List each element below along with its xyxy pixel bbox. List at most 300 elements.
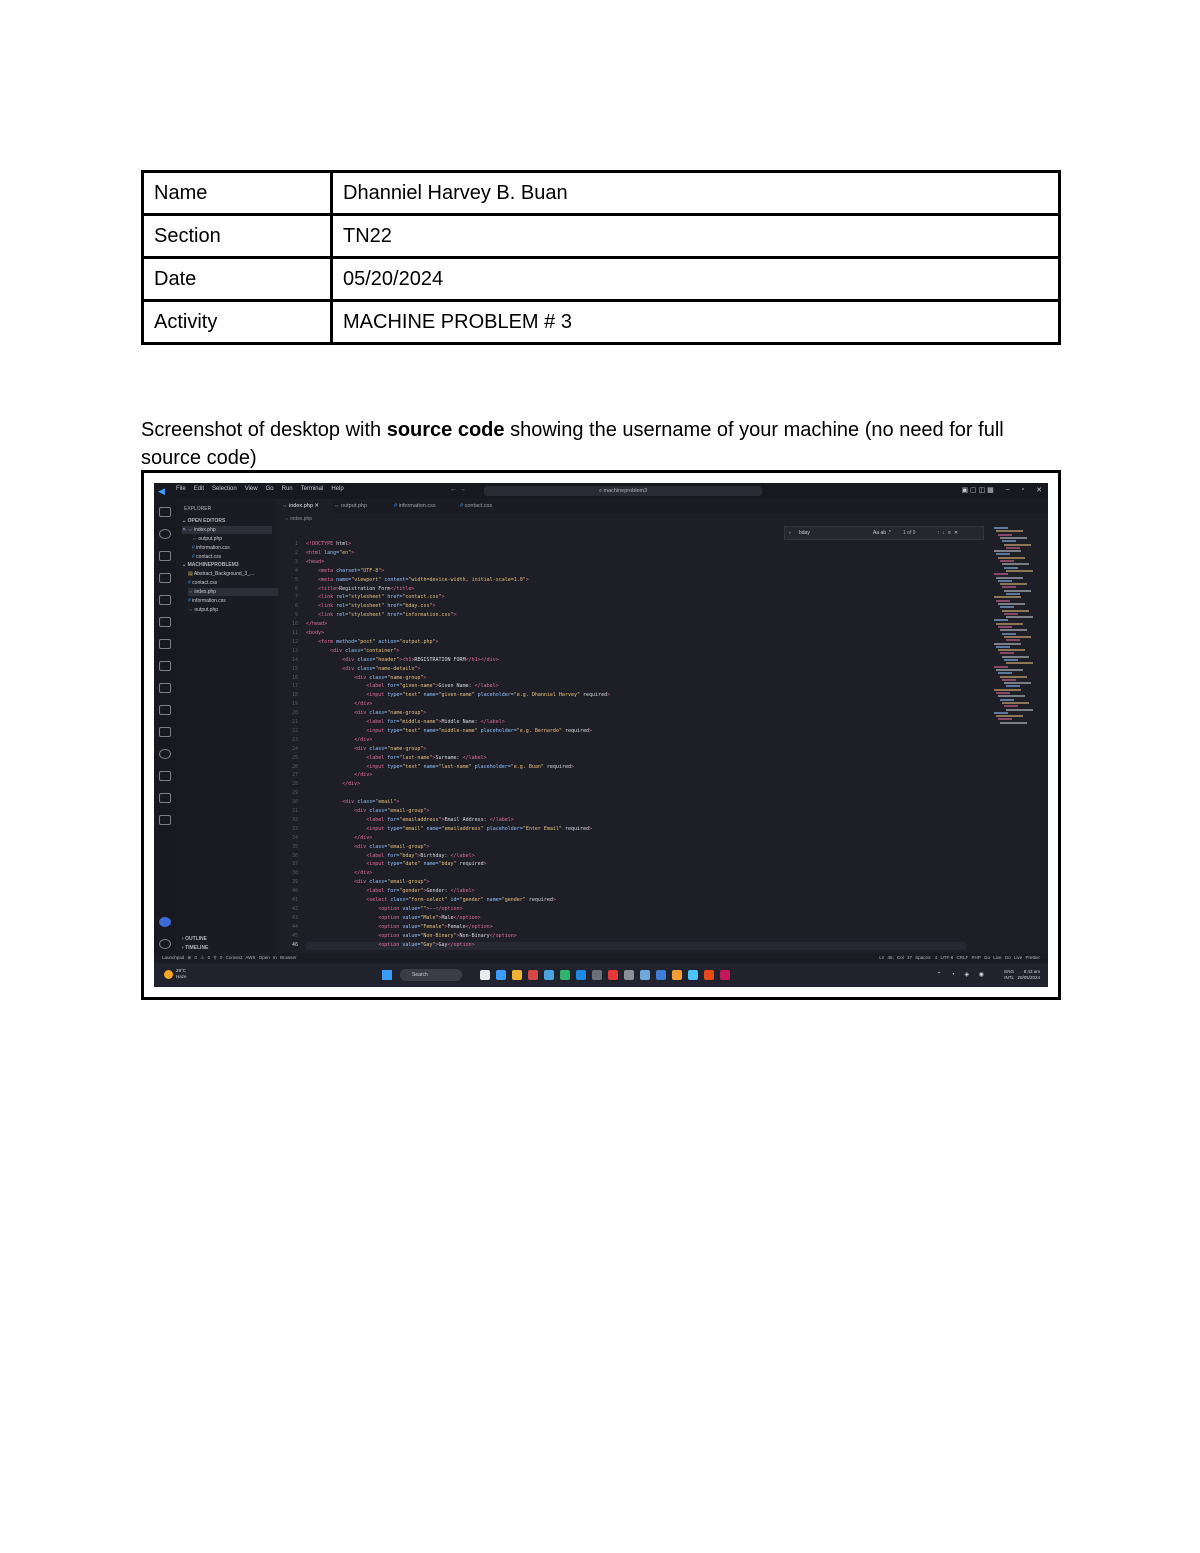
- windows-start-icon[interactable]: [382, 970, 392, 980]
- minimap-line: [998, 557, 1025, 559]
- file-name: index.php: [193, 527, 216, 533]
- code-line: <input type="text" name="last-name" placeholder="e.g. Buan" required>: [366, 763, 574, 770]
- minimap-line: [1004, 613, 1018, 615]
- code-line: </div>: [354, 834, 373, 841]
- code-line: <input type="email" name="emailaddress" placeholder="Enter Email" required>: [366, 825, 593, 832]
- vscode-logo-icon: ◀: [158, 486, 165, 496]
- code-line: </div>: [354, 736, 373, 743]
- info-label: Activity: [143, 301, 332, 344]
- file-name: Abstract_Background_3_...: [193, 571, 255, 577]
- line-number: 20: [291, 710, 298, 717]
- minimap-line: [1004, 544, 1031, 546]
- minimap-line: [1000, 676, 1027, 678]
- maximize-icon[interactable]: ▫: [1021, 486, 1025, 493]
- minimap-line: [996, 715, 1023, 717]
- line-number: 28: [291, 781, 298, 788]
- minimap-line: [1006, 616, 1033, 618]
- find-nav-icon[interactable]: ↑↓≡✕: [937, 530, 962, 536]
- outline-header[interactable]: › OUTLINE: [182, 936, 208, 942]
- testing-icon[interactable]: [159, 639, 171, 649]
- minimap-line: [1002, 540, 1016, 542]
- editor-tab[interactable]: [276, 499, 332, 513]
- folder-label: MACHINEPROBLEM3: [187, 562, 239, 568]
- line-number: 17: [291, 683, 298, 690]
- caption: [141, 416, 1061, 472]
- find-widget: [784, 526, 984, 540]
- line-number: 43: [291, 914, 298, 921]
- docker-icon[interactable]: [159, 661, 171, 671]
- file-name: output.php: [194, 607, 219, 613]
- minimap-line: [1000, 606, 1014, 608]
- account-icon[interactable]: [159, 917, 171, 927]
- windows-taskbar: [154, 963, 1048, 987]
- code-line: <form method="post" action="output.php">: [318, 638, 439, 645]
- info-value: Dhanniel Harvey B. Buan: [332, 172, 1060, 215]
- code-line: <div class="email-group">: [354, 808, 430, 814]
- weather-widget[interactable]: [164, 968, 187, 980]
- minimap-line: [994, 666, 1008, 668]
- line-number: 25: [291, 754, 298, 761]
- code-line: <meta name="viewport" content="width=device-width, initial-scale=1.0">: [318, 576, 529, 583]
- minimap-line: [1000, 699, 1014, 701]
- line-number: 27: [291, 772, 298, 779]
- code-line: </div>: [354, 870, 373, 877]
- line-number: 37: [291, 861, 298, 868]
- tray-icons[interactable]: ⌃ ◔ ◈ ◉: [936, 972, 988, 978]
- line-number: 6: [294, 585, 298, 592]
- minimap-line: [1000, 583, 1027, 585]
- minimap-line: [1000, 652, 1014, 654]
- minimap-line: [994, 573, 1008, 575]
- code-line: <option value="Non-Binary">Non-Binary</option>: [378, 932, 517, 939]
- code-line: <div class="header"><h1>REGISTRATION FORM</h1></div>: [342, 656, 499, 663]
- info-table: [141, 170, 1061, 345]
- command-center-label: machineproblem3: [603, 488, 648, 494]
- status-left[interactable]: Launchpad ⊗ 0 ⚠ 0 ⚲ 0 Connect AWS Open In Browser: [162, 955, 297, 960]
- minimap-line: [998, 649, 1025, 651]
- minimap-line: [1002, 702, 1029, 704]
- taskbar-app-icon[interactable]: [640, 970, 650, 980]
- status-bar: [154, 953, 1048, 963]
- minimap-line: [1002, 586, 1016, 588]
- file-icon: #: [460, 503, 465, 509]
- server-icon[interactable]: [159, 705, 171, 715]
- find-count: 1 of 9: [903, 530, 916, 536]
- minimap-line: [996, 577, 1023, 579]
- weather-sun-icon: [164, 970, 173, 979]
- line-number: 9: [294, 612, 298, 619]
- code-line: <option value="Female">Female</option>: [378, 923, 493, 930]
- line-number: 1: [294, 541, 298, 547]
- minimap-line: [996, 530, 1023, 532]
- timeline-label: TIMELINE: [185, 945, 209, 951]
- line-number: 7: [294, 594, 298, 601]
- file-icon: #: [394, 503, 399, 509]
- info-value: 05/20/2024: [332, 258, 1060, 301]
- layout-icon[interactable]: ▣ ▢ ◫ ▦: [961, 487, 994, 494]
- editor-tab[interactable]: [388, 499, 456, 513]
- code-line: <div class="container">: [330, 647, 400, 654]
- file-icon: ▤: [188, 571, 194, 577]
- find-options-icon[interactable]: Aa ab .*: [873, 530, 891, 536]
- minimize-icon[interactable]: –: [1005, 486, 1010, 493]
- code-line: <input type="text" name="given-name" placeholder="e.g. Dhanniel Harvey" required>: [366, 692, 611, 699]
- line-number: 3: [294, 558, 298, 565]
- title-bar: [154, 483, 1048, 499]
- file-icon: #: [188, 580, 193, 586]
- menu-item[interactable]: File: [176, 486, 186, 492]
- line-number: 22: [291, 727, 298, 734]
- minimap-line: [1006, 547, 1020, 549]
- file-name: output.php: [198, 536, 223, 542]
- minimap-line: [994, 619, 1008, 621]
- minimap-line: [1002, 610, 1029, 612]
- minimap-line: [996, 623, 1023, 625]
- taskbar-search[interactable]: [400, 969, 462, 981]
- code-line: <link rel="stylesheet" href="information.css">: [318, 612, 457, 619]
- file-icon: ⇔: [188, 589, 195, 595]
- code-line: <link rel="stylesheet" href="bday.css">: [318, 603, 436, 610]
- timeline-header[interactable]: › TIMELINE: [182, 945, 209, 951]
- minimap-line: [996, 600, 1010, 602]
- source-control-icon[interactable]: [159, 551, 171, 561]
- minimap-line: [998, 672, 1012, 674]
- file-name: index.php: [194, 589, 217, 595]
- line-number: 12: [291, 638, 298, 645]
- open-editor-item[interactable]: [192, 544, 230, 552]
- code-line: <label for="emailaddress">Email Address: </label>: [366, 816, 514, 823]
- taskbar-app-icon[interactable]: [688, 970, 698, 980]
- code-line: <!DOCTYPE html>: [306, 541, 352, 547]
- code-line: <html lang="en">: [306, 549, 355, 556]
- minimap-line: [1002, 679, 1016, 681]
- editor-tab[interactable]: [454, 499, 516, 513]
- info-row: [143, 215, 1060, 258]
- open-editors-label: OPEN EDITORS: [187, 518, 226, 524]
- code-line: <option value="Gay">Gay</option>: [378, 941, 475, 948]
- minimap-line: [998, 580, 1012, 582]
- file-name: contact.css: [196, 554, 222, 560]
- tab-label: output.php: [341, 503, 368, 509]
- outline-label: OUTLINE: [185, 936, 208, 942]
- minimap-line: [1004, 659, 1018, 661]
- info-value: MACHINE PROBLEM # 3: [332, 301, 1060, 344]
- minimap-line: [1004, 705, 1018, 707]
- code-line: <div class="email-group">: [354, 879, 430, 886]
- lang-line2: INTL: [1004, 975, 1014, 980]
- menu-item[interactable]: View: [244, 486, 258, 492]
- code-line: <option value="Male">Male</option>: [378, 914, 481, 921]
- info-row: [143, 301, 1060, 344]
- extensions-icon[interactable]: [159, 595, 171, 605]
- remote-icon[interactable]: [159, 617, 171, 627]
- folder-header[interactable]: ⌄ MACHINEPROBLEM3: [182, 562, 239, 568]
- info-row: [143, 172, 1060, 215]
- file-icon: ⇔: [282, 503, 290, 509]
- file-icon: ⇔: [192, 536, 199, 542]
- menu-item[interactable]: Terminal: [300, 486, 324, 492]
- explorer-sidebar: [176, 499, 276, 953]
- line-number: 18: [291, 692, 298, 699]
- explorer-icon[interactable]: [159, 507, 171, 517]
- open-editor-item[interactable]: [192, 535, 222, 543]
- taskbar-app-icon[interactable]: [512, 970, 522, 980]
- line-number: 31: [291, 808, 298, 814]
- line-number: 10: [291, 621, 298, 628]
- command-center[interactable]: ⌕ machineproblem3: [484, 486, 762, 496]
- code-editor[interactable]: [276, 541, 976, 951]
- window-controls: [961, 486, 1042, 494]
- search-icon[interactable]: [159, 529, 171, 539]
- line-number: 38: [291, 870, 298, 877]
- tab-close-icon[interactable]: ✕: [312, 503, 320, 509]
- minimap-line: [1004, 567, 1018, 569]
- line-number: 42: [291, 905, 298, 912]
- editor-tab[interactable]: [328, 499, 390, 513]
- explorer-title: EXPLORER: [184, 506, 212, 512]
- minimap-line: [1000, 537, 1027, 539]
- minimap-line: [1006, 709, 1033, 711]
- weather-desc: Haze: [176, 974, 187, 979]
- minimap-line: [998, 695, 1025, 697]
- file-icon: #: [192, 554, 197, 560]
- database-icon[interactable]: [159, 683, 171, 693]
- taskbar-app-icon[interactable]: [528, 970, 538, 980]
- breadcrumb[interactable]: ⇔ index.php: [284, 516, 313, 522]
- line-number: 19: [291, 701, 298, 708]
- breadcrumb-file: index.php: [290, 516, 313, 522]
- line-number: 29: [291, 790, 298, 797]
- line-number: 16: [291, 674, 298, 681]
- line-number: 24: [291, 745, 298, 752]
- line-number: 14: [291, 656, 298, 663]
- folder-file-item[interactable]: [188, 606, 218, 614]
- line-number: 36: [291, 852, 298, 859]
- minimap-line: [1002, 656, 1029, 658]
- minimap-line: [994, 550, 1021, 552]
- minimap-line: [996, 553, 1010, 555]
- git-graph-icon[interactable]: [159, 771, 171, 781]
- folder-file-item[interactable]: [188, 570, 254, 578]
- line-number: 30: [291, 799, 298, 806]
- notes-icon[interactable]: [159, 727, 171, 737]
- taskbar-app-icon[interactable]: [656, 970, 666, 980]
- info-label: Section: [143, 215, 332, 258]
- info-label: Name: [143, 172, 332, 215]
- folder-file-item[interactable]: [188, 579, 217, 587]
- run-debug-icon[interactable]: [159, 573, 171, 583]
- nav-arrows-icon[interactable]: ← →: [450, 486, 466, 493]
- minimap-line: [994, 712, 1008, 714]
- code-line: <div class="name-group">: [354, 674, 427, 681]
- minimap-line: [994, 643, 1021, 645]
- code-line: <input type="text" name="middle-name" placeholder="e.g. Bernardo" required>: [366, 727, 593, 734]
- weather-temp: 29°C: [176, 968, 187, 973]
- info-value: TN22: [332, 215, 1060, 258]
- line-number: 33: [291, 825, 298, 832]
- screenshot-frame: [141, 470, 1061, 1000]
- code-line: <label for="bday">Birthday: </label>: [366, 852, 475, 859]
- minimap-line: [1006, 662, 1033, 664]
- code-line: <option value="">--</option>: [378, 905, 463, 912]
- code-line: <div class="name-group">: [354, 710, 427, 717]
- open-editor-item[interactable]: [182, 526, 272, 534]
- line-number: 46: [291, 941, 298, 948]
- minimap-line: [994, 596, 1021, 598]
- line-number: 2: [294, 549, 298, 556]
- menu-item[interactable]: Go: [265, 486, 274, 492]
- code-line: </div>: [342, 781, 361, 788]
- code-line: <div class="name-details">: [342, 665, 421, 672]
- minimap-line: [998, 718, 1012, 720]
- taskbar-app-icon[interactable]: [608, 970, 618, 980]
- code-line: <link rel="stylesheet" href="contact.css">: [318, 594, 445, 601]
- line-number: 21: [291, 719, 298, 725]
- code-line: <meta charset="UTF-8">: [318, 567, 385, 574]
- search-label: Search: [412, 972, 428, 978]
- code-line: <body>: [306, 630, 325, 636]
- line-number: 39: [291, 879, 298, 886]
- find-toggle-icon[interactable]: ›: [789, 530, 791, 536]
- minimap-line: [1004, 682, 1031, 684]
- open-editor-item[interactable]: [192, 553, 221, 561]
- line-number: 23: [291, 736, 298, 743]
- file-icon: #: [192, 545, 197, 551]
- minimap-line: [998, 534, 1012, 536]
- minimap-line: [1006, 685, 1020, 687]
- line-number: 32: [291, 816, 298, 823]
- menu-item[interactable]: Selection: [212, 486, 237, 492]
- taskbar-app-icon[interactable]: [592, 970, 602, 980]
- desktop-screenshot: [154, 483, 1048, 987]
- taskbar-apps: [480, 970, 730, 980]
- code-line: <div class="email-group">: [354, 843, 430, 850]
- minimap-line: [996, 646, 1010, 648]
- file-icon: ⇔: [188, 607, 195, 613]
- minimap-line: [1006, 570, 1033, 572]
- minimap-line: [1006, 639, 1020, 641]
- clock[interactable]: [1017, 969, 1040, 981]
- taskbar-app-icon[interactable]: [560, 970, 570, 980]
- find-input[interactable]: bday: [799, 530, 810, 536]
- caption-bold: source code: [386, 419, 505, 441]
- code-line: <input type="date" name="bday" required>: [366, 861, 487, 868]
- activity-bar: [154, 499, 176, 953]
- line-number: 45: [291, 932, 298, 939]
- line-number: 11: [291, 630, 298, 636]
- code-line: </div>: [354, 701, 373, 708]
- minimap-line: [1000, 722, 1027, 724]
- taskbar-app-icon[interactable]: [496, 970, 506, 980]
- taskbar-app-icon[interactable]: [720, 970, 730, 980]
- clock-date: 20/05/2024: [1017, 975, 1040, 980]
- tab-label: contact.css: [464, 503, 493, 509]
- menu-item[interactable]: Help: [331, 486, 344, 492]
- language-indicator[interactable]: [1004, 969, 1014, 981]
- taskbar-app-icon[interactable]: [672, 970, 682, 980]
- code-line: </head>: [306, 621, 328, 628]
- docker-whale-icon[interactable]: [159, 815, 171, 825]
- code-line: <label for="given-name">Given Name: </label>: [366, 683, 499, 690]
- taskbar-app-icon[interactable]: [576, 970, 586, 980]
- tab-label: information.css: [398, 503, 436, 509]
- line-number: 40: [291, 888, 298, 895]
- line-number: 15: [291, 665, 298, 672]
- minimap-line: [994, 689, 1021, 691]
- minimap-line: [996, 692, 1010, 694]
- minimap[interactable]: [994, 527, 1040, 727]
- code-line: <select class="form-select" id="gender" name="gender" required>: [366, 897, 556, 903]
- live-share-icon[interactable]: [159, 749, 171, 759]
- tab-label: index.php: [289, 503, 313, 509]
- line-number: 4: [294, 567, 298, 574]
- line-number: 5: [294, 576, 298, 583]
- minimap-line: [998, 626, 1012, 628]
- menu-item[interactable]: Run: [281, 486, 293, 492]
- taskbar-app-icon[interactable]: [480, 970, 490, 980]
- aws-icon[interactable]: [159, 793, 171, 803]
- line-number: 8: [294, 603, 298, 610]
- line-number: 35: [291, 843, 298, 850]
- file-icon: ⇔: [334, 503, 342, 509]
- taskbar-app-icon[interactable]: [704, 970, 714, 980]
- code-line: <div class="email">: [342, 799, 400, 806]
- lang-line1: ENG: [1004, 969, 1014, 974]
- taskbar-app-icon[interactable]: [624, 970, 634, 980]
- minimap-line: [994, 527, 1008, 529]
- line-number: 44: [291, 923, 298, 930]
- line-number: 41: [291, 897, 298, 903]
- caption-text: Screenshot of desktop with: [141, 419, 387, 441]
- code-line: <div class="name-group">: [354, 745, 427, 752]
- menu-item[interactable]: Edit: [193, 486, 205, 492]
- open-editors-header[interactable]: ⌄ OPEN EDITORS: [182, 518, 226, 524]
- line-number: 26: [291, 763, 298, 770]
- code-line: <label for="gender">Gender: </label>: [366, 888, 475, 895]
- line-number: 13: [291, 647, 298, 654]
- minimap-line: [996, 669, 1023, 671]
- code-line: <head>: [306, 558, 325, 565]
- code-line: <title>Registration Form</title>: [318, 585, 415, 592]
- file-name: information.css: [196, 545, 230, 551]
- minimap-line: [1002, 633, 1016, 635]
- file-name: contact.css: [192, 580, 218, 586]
- close-icon[interactable]: ✕: [1036, 487, 1042, 494]
- folder-file-item[interactable]: [188, 597, 226, 605]
- settings-gear-icon[interactable]: [159, 939, 171, 949]
- code-line: </div>: [354, 772, 373, 779]
- minimap-line: [1006, 593, 1020, 595]
- info-row: [143, 258, 1060, 301]
- file-name: information.css: [192, 598, 226, 604]
- info-label: Date: [143, 258, 332, 301]
- menu-bar: [176, 486, 344, 492]
- minimap-line: [998, 603, 1025, 605]
- minimap-line: [1004, 636, 1031, 638]
- minimap-line: [1000, 629, 1027, 631]
- folder-file-item[interactable]: [188, 588, 278, 596]
- minimap-line: [1004, 590, 1031, 592]
- file-icon: ✕ ⇔: [182, 527, 194, 533]
- file-icon: #: [188, 598, 193, 604]
- caption-text-end: showing the username of your machine (no need for full source code): [141, 419, 1004, 469]
- minimap-line: [1002, 563, 1029, 565]
- line-number: 34: [291, 834, 298, 841]
- code-line: <label for="last-name">Surname: </label>: [366, 754, 487, 761]
- status-right[interactable]: Ln 46, Col 37 Spaces: 4 UTF-8 CRLF PHP Go Live Go Live Prettier: [879, 955, 1040, 960]
- taskbar-app-icon[interactable]: [544, 970, 554, 980]
- editor-tabs: [276, 499, 1048, 513]
